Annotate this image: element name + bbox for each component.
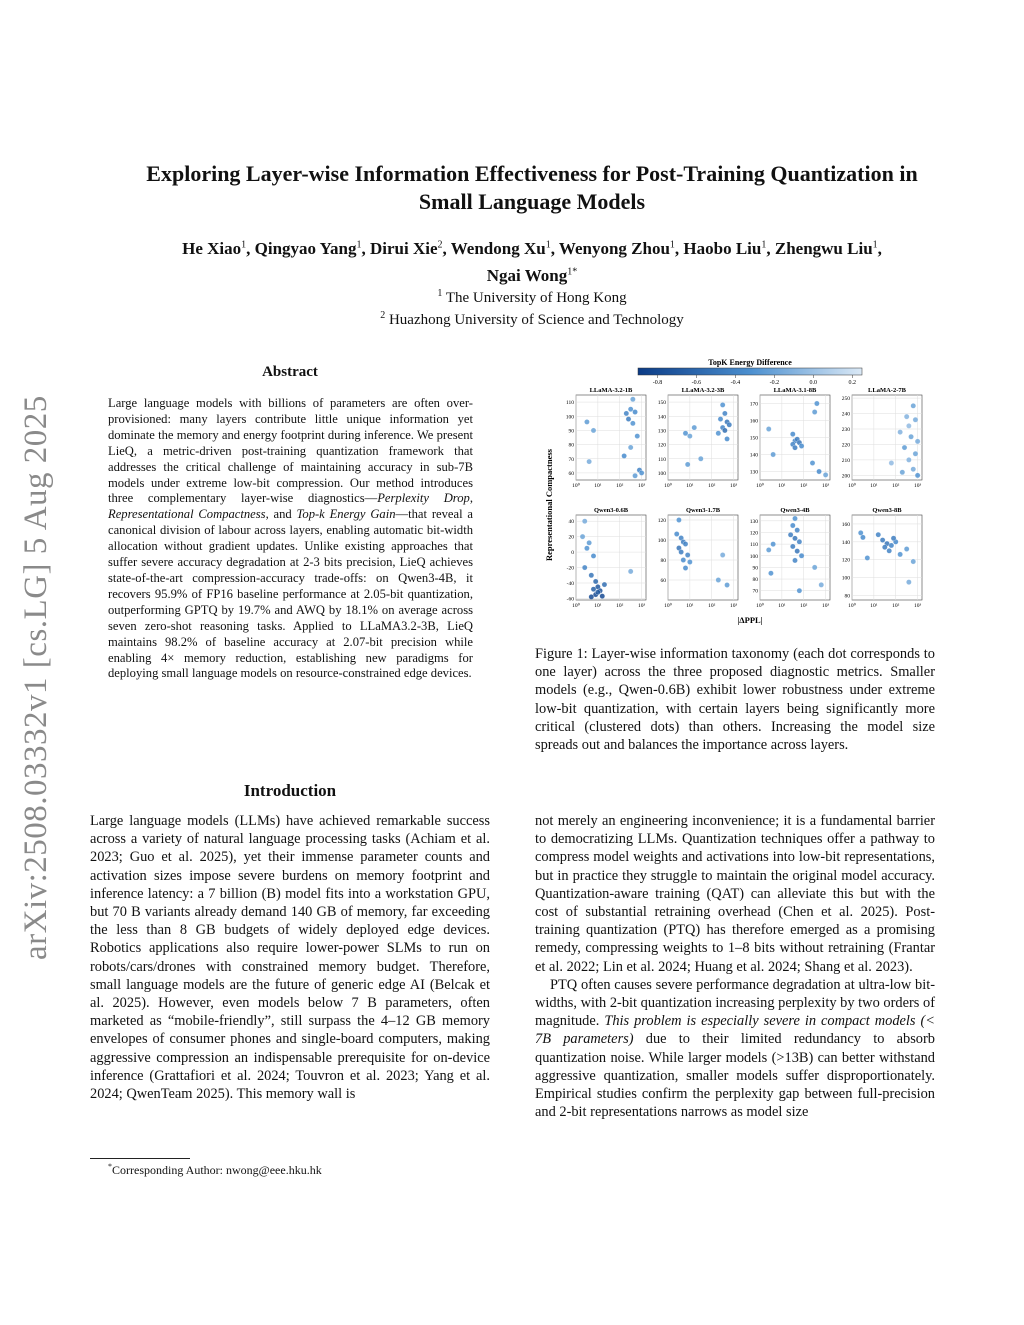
x-tick-label: 10¹ xyxy=(686,483,694,489)
data-point xyxy=(630,421,635,426)
data-point xyxy=(790,523,795,528)
y-tick-label: 40 xyxy=(568,519,574,526)
x-tick-label: 10² xyxy=(708,603,716,609)
scatter-panel xyxy=(566,387,646,489)
x-tick-label: 10¹ xyxy=(778,603,786,609)
data-point xyxy=(876,532,881,537)
data-point xyxy=(626,416,631,421)
data-point xyxy=(812,565,817,570)
data-point xyxy=(790,544,795,549)
y-tick-label: 170 xyxy=(749,401,758,408)
data-point xyxy=(591,587,596,592)
y-tick-label: 0 xyxy=(571,550,574,557)
data-point xyxy=(591,428,596,433)
y-tick-label: 100 xyxy=(841,575,850,582)
y-tick-label: 110 xyxy=(657,456,666,463)
data-point xyxy=(683,431,688,436)
affiliations xyxy=(80,285,984,329)
paragraph: PTQ often causes severe performance degradation at ultra-low bit-widths, with 2-bit quantization increasing perplexity by two orders of magnitude. This problem is especially severe in compact models (< 7B parameters) due to their limited redundancy to absorb quantization noise. While larger models (>13B) can better withstand aggressive quantization, smaller models suffer disproportionately. Empirical studies confirm the perplexity gap between full-precision and 2-bit representations narrows as model size xyxy=(535,976,935,1121)
data-point xyxy=(882,545,887,550)
scatter-panel xyxy=(842,507,922,609)
data-point xyxy=(865,555,870,560)
y-tick-label: 150 xyxy=(749,435,758,442)
y-tick-label: 120 xyxy=(657,442,666,449)
data-point xyxy=(600,594,605,599)
data-point xyxy=(584,546,589,551)
scatter-panel xyxy=(750,387,830,489)
x-tick-label: 10³ xyxy=(730,603,738,609)
x-tick-label: 10³ xyxy=(914,603,922,609)
data-point xyxy=(628,569,633,574)
y-tick-label: 60 xyxy=(660,578,666,584)
y-tick-label: 120 xyxy=(657,518,666,524)
author: He Xiao$^1$, xyxy=(182,238,255,258)
colorbar-tick-label: -0.2 xyxy=(769,380,780,386)
x-tick-label: 10⁰ xyxy=(756,483,764,489)
data-point xyxy=(900,470,905,475)
data-point xyxy=(630,397,635,402)
y-tick-label: 160 xyxy=(749,418,758,425)
data-point xyxy=(797,588,802,593)
colorbar-tick-label: -0.6 xyxy=(691,380,702,386)
data-point xyxy=(624,411,629,416)
x-tick-label: 10² xyxy=(800,483,808,489)
y-tick-label: 150 xyxy=(657,400,666,407)
data-point xyxy=(911,403,916,408)
paper-title xyxy=(80,160,984,216)
x-tick-label: 10³ xyxy=(730,483,738,489)
data-point xyxy=(716,577,721,582)
data-point xyxy=(915,473,920,478)
data-point xyxy=(692,425,697,430)
data-point xyxy=(911,559,916,564)
y-tick-label: 80 xyxy=(660,558,666,564)
y-tick-label: 80 xyxy=(844,593,850,600)
data-point xyxy=(860,535,865,540)
data-point xyxy=(889,543,894,548)
data-point xyxy=(685,462,690,467)
data-point xyxy=(683,541,688,546)
data-point xyxy=(792,516,797,521)
data-point xyxy=(898,552,903,557)
colorbar-tick-label: 0.0 xyxy=(809,380,818,386)
y-tick-label: -20 xyxy=(566,565,574,572)
data-point xyxy=(676,517,681,522)
panel-title: Qwen3-4B xyxy=(780,507,810,514)
x-tick-label: 10⁰ xyxy=(848,483,856,489)
y-tick-label: 130 xyxy=(749,518,758,525)
y-tick-label: 140 xyxy=(749,452,758,459)
y-tick-label: 120 xyxy=(749,530,758,537)
data-point xyxy=(792,558,797,563)
data-point xyxy=(906,457,911,462)
data-point xyxy=(891,536,896,541)
data-point xyxy=(906,423,911,428)
data-point xyxy=(792,445,797,450)
y-tick-label: 100 xyxy=(565,414,574,421)
data-point xyxy=(766,547,771,552)
data-point xyxy=(687,559,692,564)
y-tick-label: 230 xyxy=(841,427,850,433)
y-tick-label: 100 xyxy=(749,553,758,560)
x-tick-label: 10⁰ xyxy=(664,483,672,489)
x-tick-label: 10¹ xyxy=(870,483,878,489)
colorbar-ticks xyxy=(653,375,856,386)
data-point xyxy=(902,445,907,450)
data-point xyxy=(887,548,892,553)
data-point xyxy=(904,414,909,419)
y-tick-label: 140 xyxy=(657,414,666,421)
x-tick-label: 10² xyxy=(892,603,900,609)
data-point xyxy=(771,452,776,457)
panel-title: Qwen3-1.7B xyxy=(685,507,721,514)
data-point xyxy=(814,401,819,406)
data-point xyxy=(589,573,594,578)
colorbar xyxy=(638,368,862,375)
data-point xyxy=(580,534,585,539)
x-tick-label: 10² xyxy=(892,483,900,489)
data-point xyxy=(582,565,587,570)
data-point xyxy=(790,432,795,437)
author: Wenyong Zhou$^1$, xyxy=(558,238,684,258)
author: Ngai Wong$^{1*}$ xyxy=(486,266,578,286)
data-point xyxy=(722,428,727,433)
affiliation: $^2$ Huazhong University of Science and Technology xyxy=(380,310,684,328)
x-tick-label: 10⁰ xyxy=(664,603,672,609)
data-point xyxy=(589,594,594,599)
y-tick-label: 110 xyxy=(565,400,574,407)
y-tick-label: 140 xyxy=(841,539,850,546)
x-axis-label: |ΔPPL| xyxy=(737,615,763,625)
x-tick-label: 10¹ xyxy=(778,483,786,489)
x-tick-label: 10³ xyxy=(914,483,922,489)
data-point xyxy=(628,445,633,450)
data-point xyxy=(683,565,688,570)
data-point xyxy=(639,470,644,475)
colorbar-tick-label: -0.8 xyxy=(652,380,663,386)
data-point xyxy=(724,436,729,441)
y-tick-label: 90 xyxy=(752,565,758,572)
data-point xyxy=(904,546,909,551)
data-point xyxy=(720,552,725,557)
data-point xyxy=(768,571,773,576)
abstract-heading: Abstract xyxy=(262,364,318,380)
data-point xyxy=(720,402,725,407)
y-tick-label: 70 xyxy=(752,588,758,595)
data-point xyxy=(722,411,727,416)
author: Haobo Liu$^1$, xyxy=(683,238,775,258)
x-tick-label: 10¹ xyxy=(594,603,602,609)
data-point xyxy=(582,519,587,524)
introduction-right-column xyxy=(535,812,935,1121)
data-point xyxy=(587,459,592,464)
author-list xyxy=(80,233,984,288)
data-point xyxy=(591,553,596,558)
data-point xyxy=(771,542,776,547)
scatter-panel xyxy=(567,507,646,609)
data-point xyxy=(913,417,918,422)
x-tick-label: 10² xyxy=(616,603,624,609)
panel-frame xyxy=(760,515,830,600)
x-tick-label: 10¹ xyxy=(870,603,878,609)
y-tick-label: 20 xyxy=(568,534,574,541)
data-point xyxy=(724,582,729,587)
data-point xyxy=(906,580,911,585)
title-line-1: Exploring Layer-wise Information Effectiveness for Post-Training Quantization in xyxy=(146,161,918,186)
data-point xyxy=(913,451,918,456)
y-tick-label: 200 xyxy=(841,473,850,480)
data-point xyxy=(595,590,600,595)
scatter-panel xyxy=(842,387,922,489)
author: Zhengwu Liu$^1$, xyxy=(774,238,882,258)
figure-1-chart xyxy=(538,355,940,627)
scatter-panels xyxy=(566,387,922,609)
x-tick-label: 10⁰ xyxy=(572,483,580,489)
scatter-panel xyxy=(658,387,738,489)
y-tick-label: 120 xyxy=(841,557,850,564)
data-point xyxy=(681,557,686,562)
y-tick-label: 250 xyxy=(841,396,850,403)
data-point xyxy=(716,431,721,436)
panel-title: Qwen3-0.6B xyxy=(593,507,629,514)
data-point xyxy=(816,469,821,474)
y-tick-label: 80 xyxy=(568,442,574,449)
footnote-rule xyxy=(90,1158,190,1159)
x-tick-label: 10² xyxy=(800,603,808,609)
colorbar-tick-label: 0.2 xyxy=(848,380,857,386)
figure-caption: Figure 1: Layer-wise information taxonomy (each dot corresponds to one layer) across the three proposed diagnostic metrics. Smaller models (e.g., Qwen-0.6B) exhibit lower robustness under extreme low-bit quantization, with certain layers being significantly more critical (clustered dots) than others. Increasing the model size spreads out and balances the importance across layers. xyxy=(535,646,935,754)
x-tick-label: 10⁰ xyxy=(756,603,764,609)
data-point xyxy=(915,439,920,444)
data-point xyxy=(766,426,771,431)
data-point xyxy=(792,536,797,541)
data-point xyxy=(810,460,815,465)
data-point xyxy=(718,416,723,421)
introduction-left-column: Large language models (LLMs) have achieved remarkable success across a variety of natural language processing tasks (Achiam et al. 2023; Guo et al. 2025), yet their immense parameter counts and activation sizes impose severe burdens on memory footprint and inference latency: a 7 billion (B) model fits into a workstation GPU, but 70 B variants already demand 140 GB of memory, far exceeding the less than 8 GB budgets of widely deployed edge devices. Robotics applications also require lower-power SLMs to run on robots/cars/drones with constrained memory budget. Therefore, small language models are the future of generic edge AI (Belcak et al. 2025). However, even models below 7 B parameters, often marketed as “mobile-friendly”, still surpass the 4–12 GB memory envelopes of consumer phones and single-board computers, making aggressive compression an indispensable prerequisite for on-device inference (Grattafiori et al. 2024; Touvron et al. 2023; Yang et al. 2024; QwenTeam 2025). This memory wall is xyxy=(90,813,490,1103)
y-tick-label: 240 xyxy=(841,411,850,418)
introduction-heading: Introduction xyxy=(243,781,337,800)
y-tick-label: 160 xyxy=(841,521,850,528)
data-point xyxy=(685,552,690,557)
author: Qingyao Yang$^1$, xyxy=(254,238,370,258)
scatter-panel xyxy=(750,507,830,609)
data-point xyxy=(632,473,637,478)
data-point xyxy=(788,532,793,537)
data-point xyxy=(698,456,703,461)
data-point xyxy=(908,434,913,439)
affiliation: $^1$ The University of Hong Kong xyxy=(437,288,627,306)
panel-title: LLaMA-2-7B xyxy=(868,387,906,394)
y-tick-label: 60 xyxy=(568,470,574,477)
x-tick-label: 10³ xyxy=(822,603,830,609)
y-tick-label: 130 xyxy=(657,428,666,435)
panel-title: LLaMA-3.2-3B xyxy=(681,387,725,394)
panel-frame xyxy=(852,515,922,600)
x-tick-label: 10⁰ xyxy=(848,603,856,609)
panel-title: Qwen3-8B xyxy=(872,507,902,514)
author: Dirui Xie$^2$, xyxy=(370,238,451,258)
panel-title: LLaMA-3.1-8B xyxy=(773,387,817,394)
x-tick-label: 10² xyxy=(708,483,716,489)
data-point xyxy=(587,540,592,545)
y-tick-label: 100 xyxy=(657,538,666,544)
title-line-2: Small Language Models xyxy=(418,189,646,214)
data-point xyxy=(674,531,679,536)
data-point xyxy=(584,419,589,424)
y-tick-label: 110 xyxy=(749,542,758,549)
data-point xyxy=(880,537,885,542)
y-tick-label: 80 xyxy=(752,577,758,584)
arxiv-identifier: arXiv:2508.03332v1 [cs.LG] 5 Aug 2025 xyxy=(18,395,54,960)
y-tick-label: 210 xyxy=(841,457,850,464)
data-point xyxy=(819,582,824,587)
y-tick-label: 90 xyxy=(568,428,574,435)
footnote: *Corresponding Author: nwong@eee.hku.hk xyxy=(108,1162,322,1177)
y-tick-label: -40 xyxy=(566,581,574,587)
x-tick-label: 10³ xyxy=(638,603,646,609)
colorbar-tick-label: -0.4 xyxy=(730,380,741,386)
data-point xyxy=(799,443,804,448)
x-tick-label: 10² xyxy=(616,483,624,489)
data-point xyxy=(799,553,804,558)
y-tick-label: 70 xyxy=(568,456,574,463)
data-point xyxy=(898,429,903,434)
colorbar-title: TopK Energy Difference xyxy=(708,358,792,367)
y-tick-label: 220 xyxy=(841,442,850,449)
x-tick-label: 10³ xyxy=(822,483,830,489)
data-point xyxy=(632,409,637,414)
data-point xyxy=(889,460,894,465)
data-point xyxy=(679,549,684,554)
y-tick-label: -60 xyxy=(566,596,574,603)
data-point xyxy=(795,528,800,533)
scatter-panel xyxy=(658,507,738,609)
data-point xyxy=(795,548,800,553)
data-point xyxy=(911,467,916,472)
panel-frame xyxy=(576,515,646,600)
data-point xyxy=(797,539,802,544)
x-tick-label: 10¹ xyxy=(594,483,602,489)
data-point xyxy=(593,579,598,584)
paragraph: not merely an engineering inconvenience; it is a fundamental barrier to democratizing LLMs. Quantization techniques offer a pathway to compress model weights and activations into low-bit representations, but in practice they struggle to maintain the original model accuracy. Quantization-aware training (QAT) can alleviate this but with the cost of substantial retraining overhead (Chen et al. 2025). Post-training quantization (PTQ) has therefore emerged as a promising remedy, compressing weights to 1–8 bits without retraining (Frantar et al. 2022; Lin et al. 2024; Huang et al. 2024; Shang et al. 2023). xyxy=(535,813,935,975)
y-axis-label: Representational Compactness xyxy=(544,449,554,561)
y-tick-label: 130 xyxy=(749,469,758,476)
data-point xyxy=(635,433,640,438)
abstract-body: Large language models with billions of parameters are often over-provisioned: many layers contribute little unique information yet dominate the memory and energy footprint during inference. We present LieQ, a metric-driven post-training quantization framework that addresses the critical challenge of maintaining accuracy in sub-7B models under extreme low-bit compression. Our method introduces three complementary layer-wise diagnostics—Perplexity Drop, Representational Compactness, and Top-k Energy Gain—that reveal a canonical division of labour across layers, enabling automatic bit-width allocation without gradient updates. Unlike existing approaches that suffer severe accuracy degradation at 2-3 bits precision, LieQ achieves state-of-the-art compression-accuracy trade-offs: on Qwen3-4B, it recovers 95.9% of FP16 baseline performance at 2.05-bit quantization, outperforming GPTQ by 19.7% and AWQ by 18.1% on average across seven zero-shot reasoning tasks. Applied to LLaMA3.2-3B, LieQ maintains 98.2% of baseline accuracy at 2.07-bit precision while enabling 4× memory reduction, establishing new paradigms for deploying small language models on resource-constrained edge devices. xyxy=(108,396,473,681)
data-point xyxy=(727,422,732,427)
author: Wendong Xu$^1$, xyxy=(450,238,559,258)
data-point xyxy=(812,409,817,414)
x-tick-label: 10³ xyxy=(638,483,646,489)
data-point xyxy=(602,582,607,587)
data-point xyxy=(622,453,627,458)
x-tick-label: 10¹ xyxy=(686,603,694,609)
y-tick-label: 100 xyxy=(657,470,666,477)
data-point xyxy=(823,472,828,477)
panel-title: LLaMA-3.2-1B xyxy=(589,387,633,394)
x-tick-label: 10⁰ xyxy=(572,603,580,609)
